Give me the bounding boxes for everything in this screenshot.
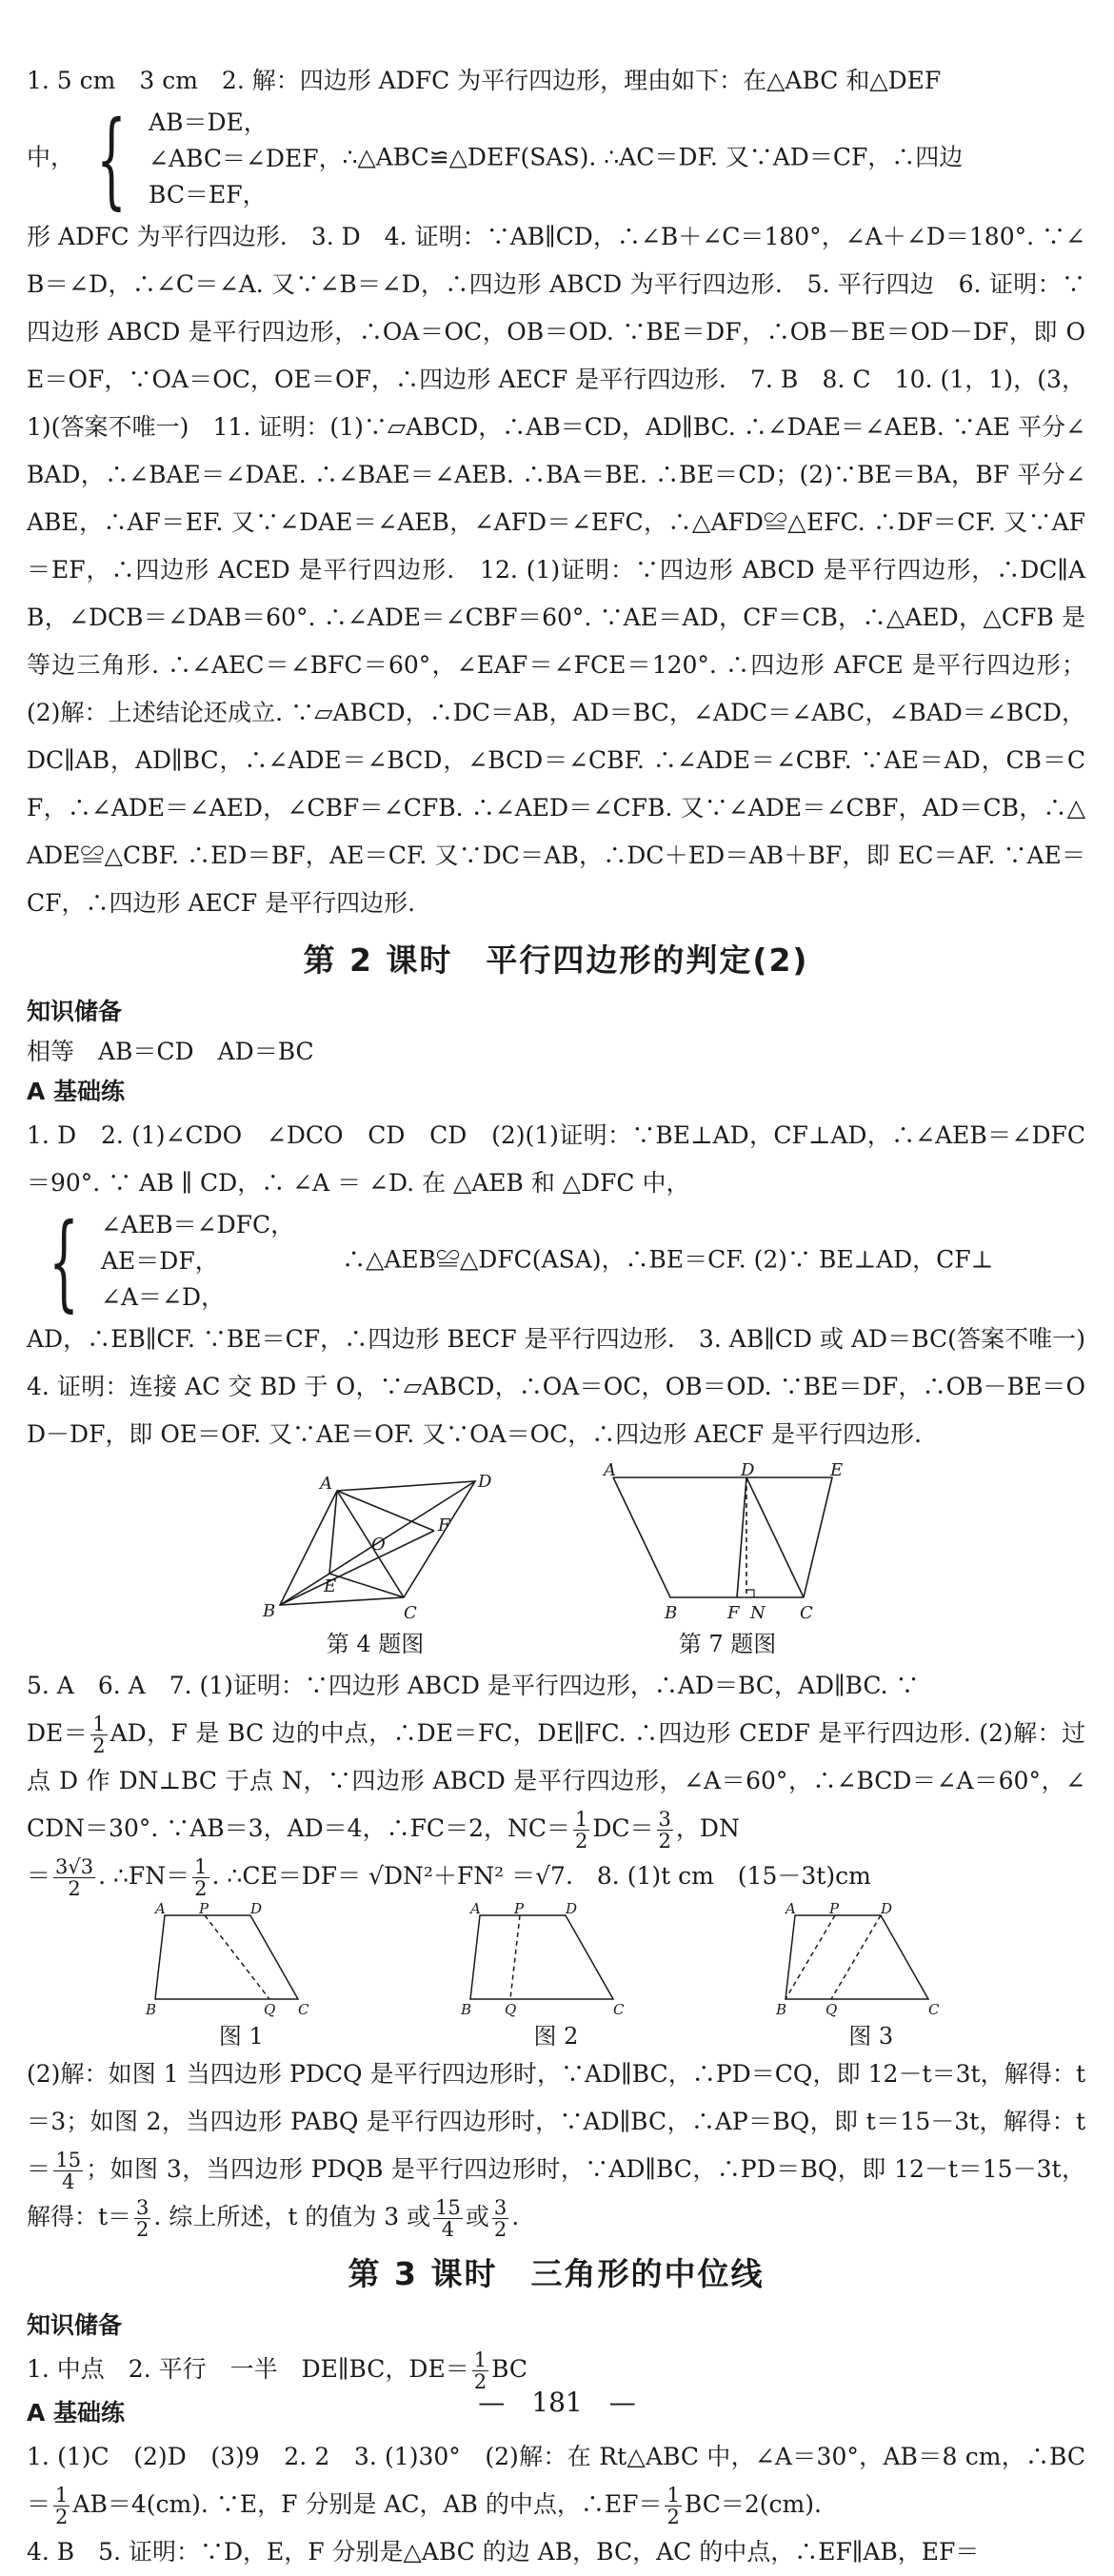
figure-7-diagram — [604, 1460, 851, 1626]
answer-text: . — [511, 2203, 520, 2230]
svg-text:B: B — [665, 1603, 678, 1623]
svg-text:Q: Q — [264, 2001, 276, 2018]
answer-text: ∴△ABC≌△DEF(SAS). ∴AC＝DF. 又∵AD＝CF，∴四边 — [342, 143, 964, 171]
svg-text:A: A — [785, 1900, 796, 1917]
answer-line: 1. 5 cm 3 cm 2. 解：四边形 ADFC 为平行四边形，理由如下：在△ABC 和△DEF — [27, 67, 942, 94]
svg-text:E: E — [324, 1576, 337, 1596]
numerator: 1 — [194, 1855, 208, 1878]
denominator: 2 — [493, 2218, 507, 2241]
answer-text: . 综上所述，t 的值为 3 或 — [153, 2203, 431, 2230]
answer-text: 中， — [27, 143, 75, 171]
footer-dash: — — [582, 2387, 636, 2418]
section-heading: 知识储备 — [27, 2311, 123, 2339]
answer-text: ；如图 3，当四边形 PDQB 是平行四边形时，∵AD∥BC，∴PD＝BQ，即 12－t＝15－3t，解得：t＝ — [27, 2155, 1085, 2230]
answer-text: ＝ — [27, 1862, 51, 1890]
svg-text:D: D — [565, 1900, 578, 1917]
answer-text: . ∴FN＝ — [98, 1862, 190, 1890]
answer-text: AB＝4(cm). ∵E，F 分别是 AC，AB 的中点，∴EF＝ — [72, 2490, 663, 2518]
denominator: 2 — [574, 1830, 588, 1853]
svg-text:B: B — [263, 1601, 276, 1621]
numerator: 3 — [658, 1808, 671, 1831]
page-footer — [0, 2382, 1114, 2420]
denominator: 2 — [658, 1830, 671, 1853]
system-line: BC＝EF， — [149, 181, 267, 208]
section-heading: A 基础练 — [27, 2399, 126, 2427]
answer-text: . ∴CE＝DF＝ √DN²＋FN² ＝√7. 8. (1)t cm (15－3t)cm — [211, 1862, 871, 1890]
answer-line: 相等 AB＝CD AD＝BC — [27, 1038, 314, 1065]
numerator: 1 — [666, 2484, 680, 2507]
answer-text: AD，F 是 BC 边的中点，∴DE＝FC，DE∥FC. ∴四边形 CEDF 是平行四边形. (2)解：过点 D 作 DN⊥BC 于点 N，∵四边形 ABCD 是平行四边形，∠A＝60°，∴∠BCD＝∠A＝60°，∠CDN＝30°. ∵AB＝3，AD＝4，∴FC＝2，NC＝ — [27, 1719, 1085, 1842]
figure-2 — [460, 1900, 651, 2051]
numerator: 1 — [473, 2348, 487, 2371]
numerator: 1 — [92, 1713, 106, 1735]
answer-paragraph: 形 ADFC 为平行四边形. 3. D 4. 证明：∵AB∥CD，∴∠B＋∠C＝180°，∠A＋∠D＝180°. ∵∠B＝∠D，∴∠C＝∠A. 又∵∠B＝∠D，∴四边形 ABCD 为平行四边形. 5. 平行四边 6. 证明：∵四边形 ABCD 是平行四边形，∴OA＝OC，OB＝OD. ∵BE＝DF，∴OB－BE＝OD－DF，即 OE＝OF，∵OA＝OC，OE＝OF，∴四边形 AECF 是平行四边形. 7. B 8. C 10. (1，1)，(3，1)(答案不唯一) 11. 证明：(1)∵▱ABCD，∴AB＝CD，AD∥BC. ∴∠DAE＝∠AEB. ∵AE 平分∠BAD，∴∠BAE＝∠DAE. ∴∠BAE＝∠AEB. ∴BA＝BE. ∴BE＝CD；(2)∵BE＝BA，BF 平分∠ABE，∴AF＝EF. 又∵∠DAE＝∠AEB，∠AFD＝∠EFC，∴△AFD≌△EFC. ∴DF＝CF. 又∵AF＝EF，∴四边形 ACED 是平行四边形. 12. (1)证明：∵四边形 ABCD 是平行四边形，∴DC∥AB，∠DCB＝∠DAB＝60°. ∴∠ADE＝∠CBF＝60°. ∵AE＝AD，CF＝CB，∴△AED，△CFB 是等边三角形. ∴∠AEC＝∠BFC＝60°，∠EAF＝∠FCE＝120°. ∴四边形 AFCE 是平行四边形；(2)解：上述结论还成立. ∵▱ABCD，∴DC＝AB，AD＝BC，∠ADC＝∠ABC，∠BAD＝∠BCD，DC∥AB，AD∥BC，∴∠ADE＝∠BCD，∠BCD＝∠CBF. ∴∠ADE＝∠CBF. ∵AE＝AD，CB＝CF，∴∠ADE＝∠AED，∠CBF＝∠CFB. ∴∠AED＝∠CFB. 又∵∠ADE＝∠CBF，AD＝CB，∴△ADE≌△CBF. ∴ED＝BF，AE＝CF. 又∵DC＝AB，∴DC＋ED＝AB＋BF，即 EC＝AF. ∵AE＝CF，∴四边形 AECF 是平行四边形. — [27, 223, 1085, 917]
system-line: ∠A＝∠D， — [101, 1283, 225, 1311]
figure-4-diagram — [261, 1464, 492, 1626]
answer-paragraph — [27, 2051, 1085, 2241]
svg-text:P: P — [199, 1900, 209, 1917]
system-line: AE＝DF， — [101, 1247, 219, 1275]
svg-text:F: F — [727, 1603, 740, 1623]
denominator: 4 — [62, 2170, 75, 2193]
section-heading: 知识储备 — [27, 998, 123, 1025]
answer-page — [27, 57, 1110, 2576]
figure-caption: 图 1 — [218, 2023, 264, 2050]
answer-paragraph: AD，∴EB∥CF. ∵BE＝CF，∴四边形 BECF 是平行四边形. 3. AB∥CD 或 AD＝BC(答案不唯一) 4. 证明：连接 AC 交 BD 于 O，∵▱ABCD，∴OA＝OC，OB＝OD. ∵BE＝DF，∴OB－BE＝OD－DF，即 OE＝OF. 又∵AE＝OF. 又∵OA＝OC，∴四边形 AECF 是平行四边形. — [27, 1325, 1110, 1448]
svg-text:F: F — [438, 1516, 450, 1536]
answer-text: 1. (1)C (2)D (3)9 2. 2 3. (1)30° (2)解：在 Rt△ABC 中，∠A＝30°，AB＝8 cm，∴BC＝ — [27, 2443, 1085, 2518]
system-line: AB＝DE， — [149, 109, 268, 136]
svg-text:C: C — [298, 2001, 309, 2018]
numerator: 1 — [55, 2484, 69, 2507]
fraction — [90, 1714, 107, 1756]
denominator: 2 — [92, 1734, 106, 1757]
svg-text:A: A — [469, 1900, 481, 1917]
svg-text:P: P — [513, 1900, 525, 1917]
numerator: 3√3 — [55, 1855, 94, 1878]
figure-caption: 图 2 — [533, 2023, 579, 2050]
svg-text:C: C — [800, 1603, 813, 1623]
figure-2-diagram — [460, 1900, 651, 2018]
fraction — [665, 2485, 681, 2527]
numerator: 15 — [55, 2149, 82, 2171]
figure-caption: 第 7 题图 — [678, 1631, 777, 1657]
lesson-title: 第 2 课时 平行四边形的判定(2) — [303, 941, 809, 979]
fraction — [53, 2485, 70, 2527]
system-line: ∠AEB＝∠DFC， — [101, 1211, 295, 1238]
answer-line: 4. B 5. 证明：∵D，E，F 分别是△ABC 的边 AB，BC，AC 的中点，∴EF∥AB，EF＝ — [27, 2538, 980, 2566]
system-line: ∠ABC＝∠DEF， — [149, 145, 343, 172]
svg-text:D: D — [250, 1900, 263, 1917]
answer-text: (2)解：如图 1 当四边形 PDCQ 是平行四边形时，∵AD∥BC，∴PD＝CQ，即 12－t＝3t，解得：t＝3；如图 2，当四边形 PABQ 是平行四边形时，∵AD∥BC，∴AP＝BQ，即 t＝15－3t，解得：t＝ — [27, 2060, 1085, 2183]
fraction — [53, 1856, 95, 1899]
answer-line — [27, 1200, 1085, 1322]
fraction — [492, 2197, 508, 2240]
answer-line — [27, 1853, 1085, 1900]
fraction — [192, 1856, 209, 1899]
answer-text: BC — [491, 2355, 528, 2383]
figure-1-diagram — [146, 1900, 336, 2018]
answer-paragraph: 1. D 2. (1)∠CDO ∠DCO CD CD (2)(1)证明：∵BE⊥AD，CF⊥AD，∴∠AEB＝∠DFC＝90°. ∵ AB ∥ CD，∴ ∠A ＝ ∠D. 在 △AEB 和 △DFC 中， — [27, 1121, 1085, 1197]
svg-text:D: D — [880, 1900, 892, 1917]
numerator: 15 — [435, 2196, 461, 2219]
svg-text:C: C — [927, 2001, 940, 2018]
figure-caption: 图 3 — [848, 2023, 894, 2050]
fraction — [573, 1809, 589, 1852]
answer-text: BC＝2(cm). — [684, 2490, 822, 2518]
footer-dash: — — [478, 2387, 532, 2418]
svg-text:Q: Q — [504, 2001, 517, 2018]
answer-line: 5. A 6. A 7. (1)证明：∵四边形 ABCD 是平行四边形，∴AD＝BC，AD∥BC. ∵ — [27, 1672, 920, 1699]
denominator: 2 — [136, 2218, 149, 2241]
answer-paragraph — [27, 1710, 1085, 1853]
lesson-title: 第 3 课时 三角形的中位线 — [348, 2255, 765, 2292]
denominator: 2 — [473, 2370, 487, 2393]
figure-3 — [775, 1900, 966, 2051]
equation-system — [74, 98, 343, 220]
svg-text:E: E — [830, 1460, 844, 1480]
numerator: 3 — [136, 2196, 149, 2219]
answer-paragraph — [27, 2433, 1085, 2528]
answer-text: DC＝ — [592, 1814, 654, 1842]
answer-text: 1. 中点 2. 平行 一半 DE∥BC，DE＝ — [27, 2355, 469, 2383]
answer-text: ∴△AEB≌△DFC(ASA)，∴BE＝CF. (2)∵ BE⊥AD，CF⊥ — [342, 1245, 994, 1274]
denominator: 2 — [666, 2506, 680, 2528]
figure-1 — [146, 1900, 336, 2051]
svg-text:P: P — [828, 1900, 839, 1917]
equation-system — [27, 1200, 295, 1322]
denominator: 4 — [441, 2218, 455, 2241]
figure-caption: 第 4 题图 — [326, 1631, 425, 1657]
answer-text: ，DN — [675, 1814, 740, 1842]
fraction — [134, 2197, 150, 2240]
answer-text: DE＝ — [27, 1719, 89, 1747]
brace-glyph: { — [96, 98, 127, 220]
page-number: 181 — [531, 2387, 583, 2418]
fraction — [53, 2150, 83, 2192]
fraction — [657, 1809, 673, 1852]
answer-line — [27, 98, 1085, 220]
svg-text:A: A — [604, 1460, 616, 1480]
svg-text:A: A — [320, 1474, 332, 1494]
brace-glyph: { — [49, 1200, 79, 1322]
svg-text:Q: Q — [825, 2001, 837, 2018]
denominator: 2 — [194, 1877, 208, 1900]
svg-text:O: O — [371, 1535, 386, 1555]
figure-3-diagram — [775, 1900, 966, 2018]
svg-text:N: N — [750, 1603, 766, 1623]
figure-row — [84, 1900, 1028, 2051]
fraction — [433, 2197, 463, 2240]
svg-text:D: D — [478, 1472, 492, 1492]
figure-4 — [261, 1464, 492, 1658]
svg-text:B: B — [146, 2001, 157, 2018]
section-heading: A 基础练 — [27, 1078, 126, 1105]
svg-text:C: C — [404, 1603, 417, 1623]
svg-text:D: D — [741, 1460, 755, 1480]
figure-7 — [604, 1460, 851, 1658]
numerator: 3 — [493, 2196, 507, 2219]
numerator: 1 — [574, 1808, 588, 1831]
denominator: 2 — [68, 1877, 81, 1900]
answer-text: 或 — [465, 2203, 489, 2230]
svg-text:C: C — [612, 2001, 625, 2018]
denominator: 2 — [55, 2506, 69, 2528]
svg-text:B: B — [775, 2001, 786, 2018]
svg-text:A: A — [155, 1900, 167, 1917]
figure-row — [27, 1460, 1085, 1658]
svg-text:B: B — [460, 2001, 472, 2018]
